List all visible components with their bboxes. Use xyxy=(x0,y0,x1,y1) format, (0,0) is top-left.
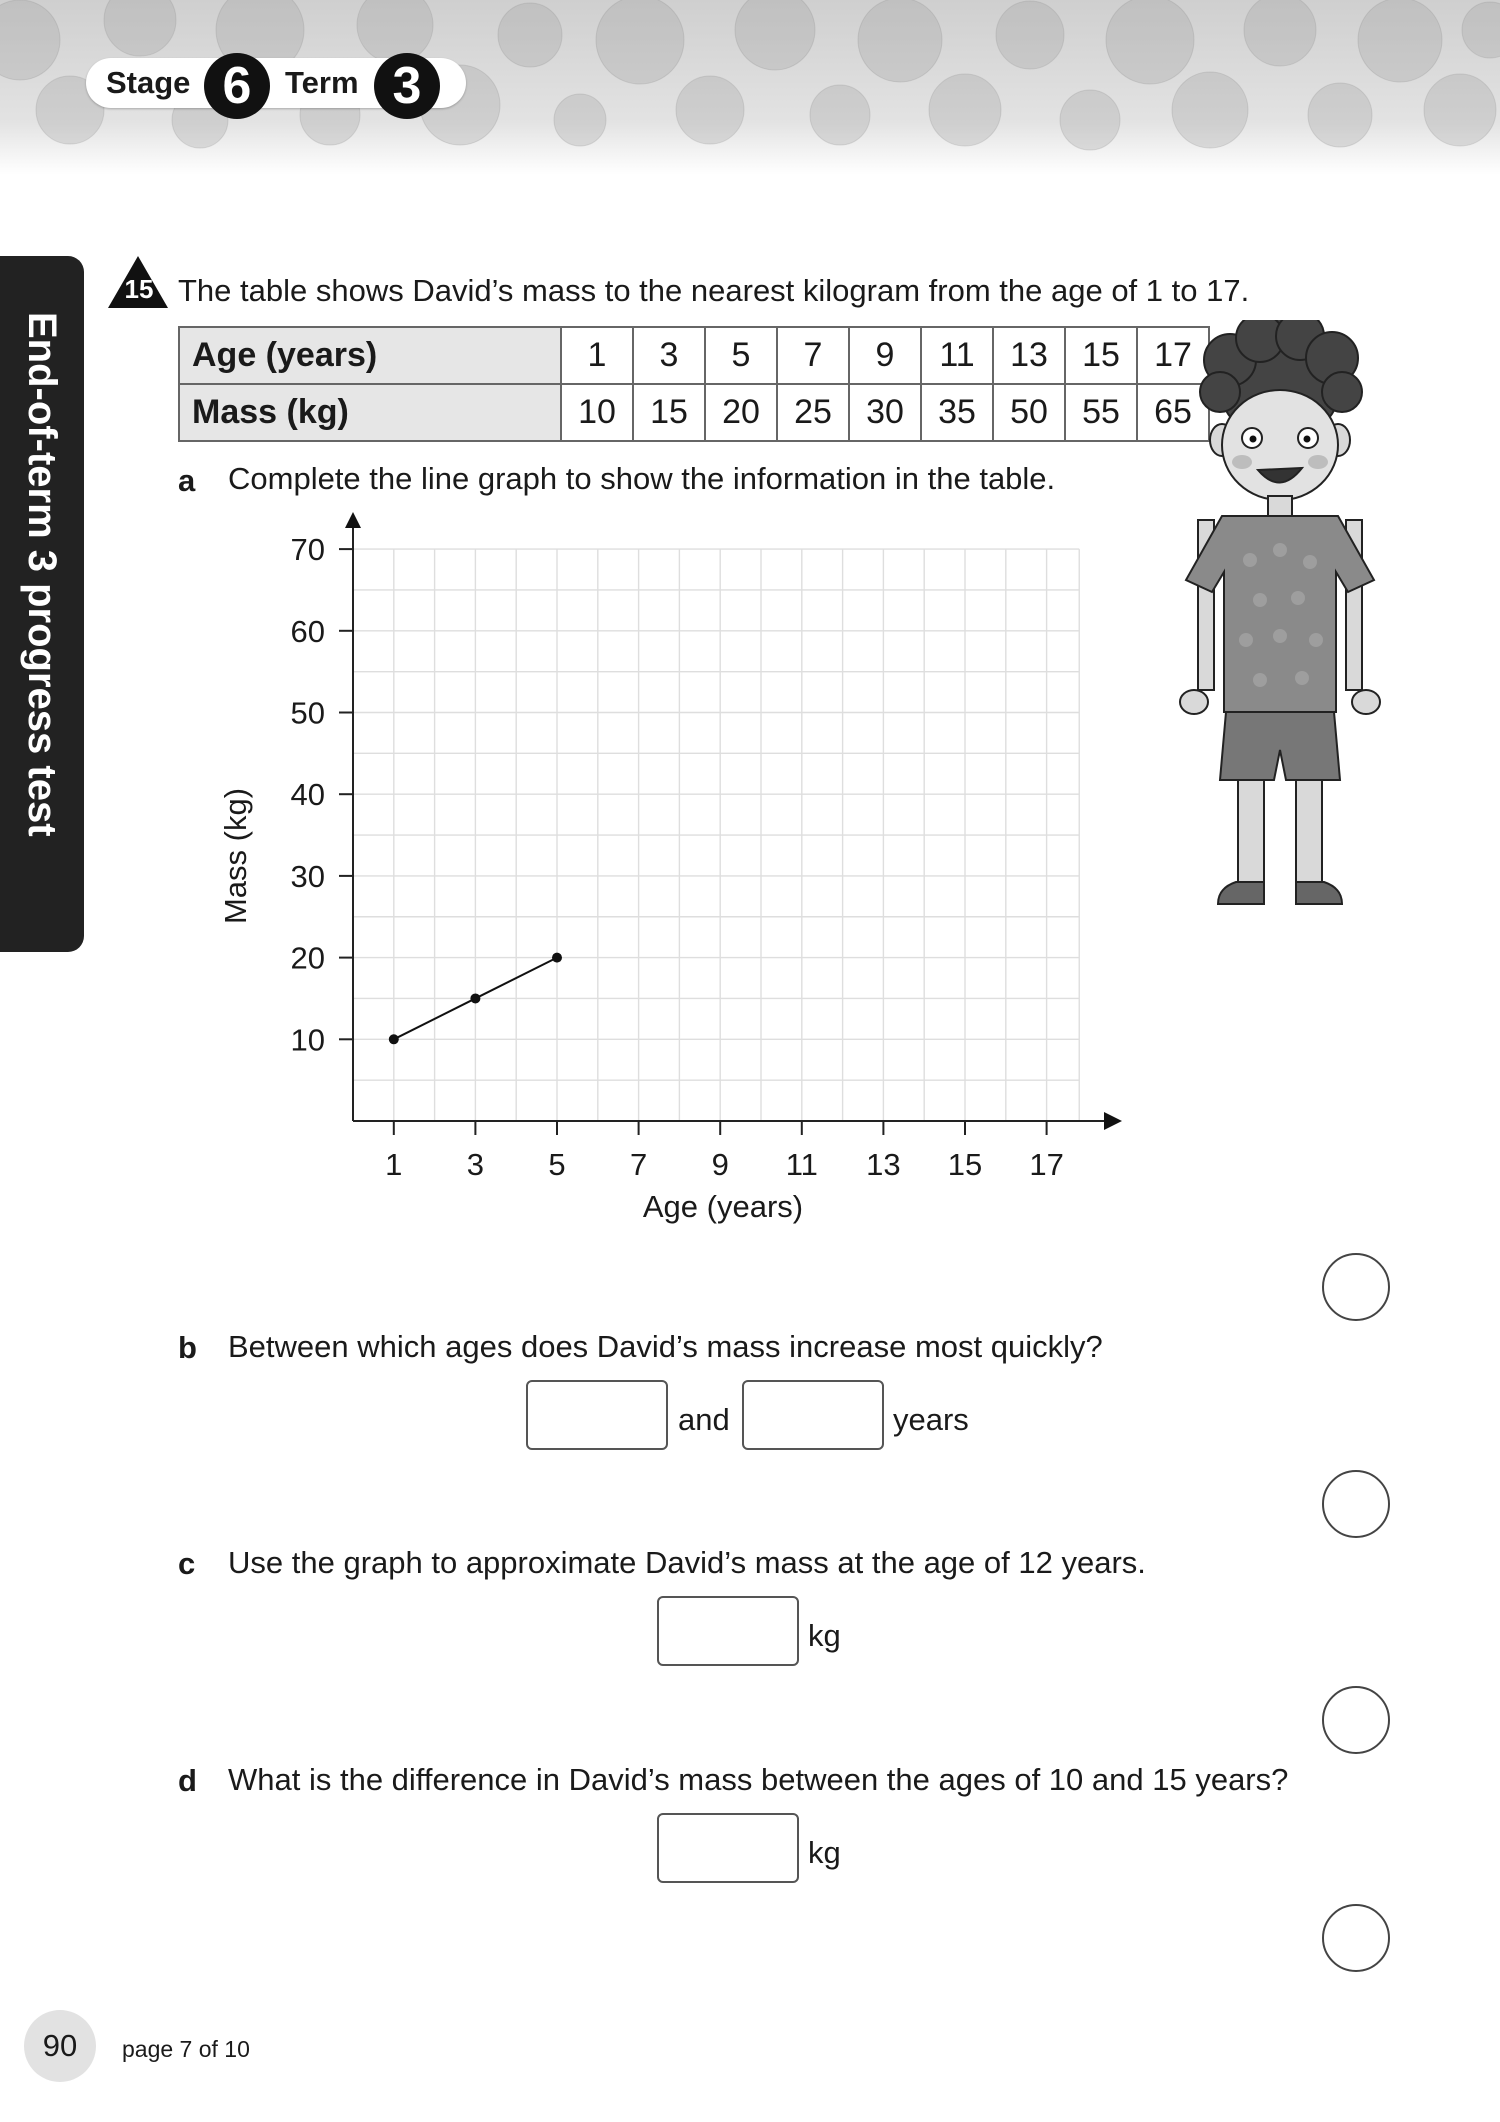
y-tick-label: 50 xyxy=(290,695,325,731)
y-axis-label: Mass (kg) xyxy=(218,787,253,925)
table-cell: 5 xyxy=(705,327,777,384)
table-cell: 55 xyxy=(1065,384,1137,441)
part-c-letter: c xyxy=(178,1546,196,1581)
y-tick-label: 20 xyxy=(290,940,325,976)
question-intro: The table shows David’s mass to the nearest kilogram from the age of 1 to 17. xyxy=(178,273,1250,308)
table-cell: 20 xyxy=(705,384,777,441)
y-tick-label: 70 xyxy=(290,532,325,568)
table-cell: 35 xyxy=(921,384,993,441)
question-number: 15 xyxy=(124,274,154,304)
table-cell: 15 xyxy=(633,384,705,441)
part-d-letter: d xyxy=(178,1763,197,1798)
side-tab xyxy=(0,256,84,952)
part-b-text: Between which ages does David’s mass increase most quickly? xyxy=(228,1329,1103,1364)
table-cell: 9 xyxy=(849,327,921,384)
answer-box-b-start-age[interactable] xyxy=(526,1380,668,1450)
y-tick-label: 10 xyxy=(290,1022,325,1058)
x-tick-label: 5 xyxy=(548,1147,566,1182)
table-row-header: Age (years) xyxy=(179,327,561,384)
mark-circle-d[interactable] xyxy=(1322,1904,1390,1972)
table-cell: 3 xyxy=(633,327,705,384)
x-axis-label: Age (years) xyxy=(642,1189,804,1224)
part-d-text: What is the difference in David’s mass between the ages of 10 and 15 years? xyxy=(228,1762,1289,1797)
table-cell: 13 xyxy=(993,327,1065,384)
data-point xyxy=(389,1034,399,1044)
table-row xyxy=(179,384,1209,441)
part-d-unit: kg xyxy=(808,1835,841,1870)
answer-box-c-mass[interactable] xyxy=(657,1596,799,1666)
y-tick-label: 60 xyxy=(290,613,325,649)
mark-circle-b[interactable] xyxy=(1322,1470,1390,1538)
boy-illustration xyxy=(1160,320,1400,920)
x-tick-label: 1 xyxy=(385,1147,403,1182)
page-footer-label: page 7 of 10 xyxy=(122,2036,250,2062)
part-a-text: Complete the line graph to show the information in the table. xyxy=(228,461,1056,496)
table-cell: 50 xyxy=(993,384,1065,441)
y-tick-label: 40 xyxy=(290,777,325,813)
x-tick-label: 17 xyxy=(1029,1147,1064,1182)
part-c-unit: kg xyxy=(808,1618,841,1653)
page-number-badge: 90 xyxy=(24,2010,96,2082)
answer-box-d-difference[interactable] xyxy=(657,1813,799,1883)
table-cell: 10 xyxy=(561,384,633,441)
x-tick-label: 15 xyxy=(947,1147,983,1182)
part-b-letter: b xyxy=(178,1330,197,1365)
x-tick-label: 3 xyxy=(466,1147,485,1182)
mark-circle-c[interactable] xyxy=(1322,1686,1390,1754)
age-mass-table xyxy=(178,326,1210,442)
table-row-header: Mass (kg) xyxy=(179,384,561,441)
answer-box-b-end-age[interactable] xyxy=(742,1380,884,1450)
x-tick-label: 11 xyxy=(785,1147,818,1182)
part-b-unit: years xyxy=(893,1402,969,1437)
side-tab-label: End-of-term 3 progress test xyxy=(20,312,64,837)
table-cell: 30 xyxy=(849,384,921,441)
table-cell: 15 xyxy=(1065,327,1137,384)
table-cell: 11 xyxy=(921,327,993,384)
y-tick-label: 30 xyxy=(290,858,325,894)
table-cell: 17 xyxy=(1137,327,1209,384)
part-a-letter: a xyxy=(178,463,196,498)
x-tick-label: 7 xyxy=(629,1147,648,1182)
table-row xyxy=(179,327,1209,384)
mass-line-graph xyxy=(200,510,1140,1250)
table-cell: 65 xyxy=(1137,384,1209,441)
data-point xyxy=(552,953,562,963)
data-point xyxy=(470,993,480,1003)
table-cell: 1 xyxy=(561,327,633,384)
table-cell: 25 xyxy=(777,384,849,441)
part-b-joiner: and xyxy=(678,1402,730,1437)
part-c-text: Use the graph to approximate David’s mass at the age of 12 years. xyxy=(228,1545,1146,1580)
mark-circle-a[interactable] xyxy=(1322,1253,1390,1321)
x-tick-label: 9 xyxy=(711,1147,729,1182)
y-axis-arrow xyxy=(345,512,361,528)
x-tick-label: 13 xyxy=(866,1147,901,1182)
term-number-badge: 3 xyxy=(374,53,440,119)
chart-ticks xyxy=(291,532,1064,1182)
chart-grid xyxy=(353,549,1079,1121)
stage-number-badge: 6 xyxy=(204,53,270,119)
x-axis-arrow xyxy=(1104,1112,1122,1130)
table-cell: 7 xyxy=(777,327,849,384)
stage-label: Stage xyxy=(106,65,191,100)
term-label: Term xyxy=(285,65,359,100)
